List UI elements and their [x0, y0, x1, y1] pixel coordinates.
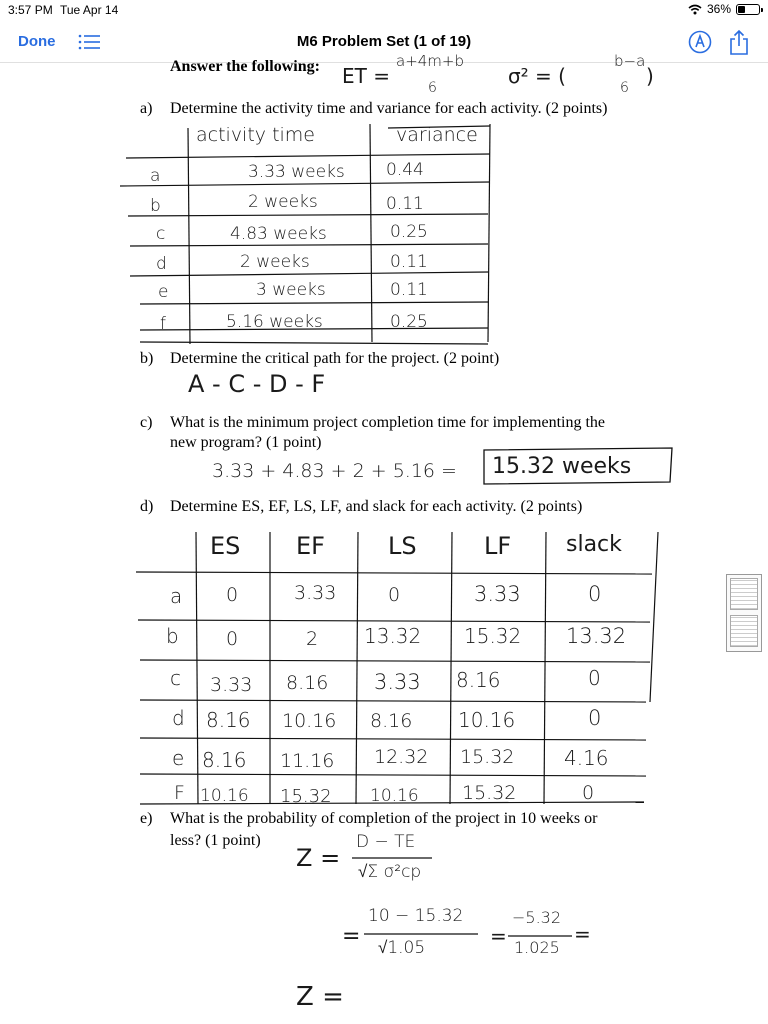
table-d-cell-ef: 10.16	[282, 710, 337, 732]
formula-sigma-denominator: 6	[620, 80, 629, 96]
question-d-label: d)	[140, 498, 154, 515]
battery-percent: 36%	[706, 2, 731, 16]
table-d-header-ef: EF	[296, 532, 325, 560]
z-equals: =	[574, 922, 591, 946]
question-b-label: b)	[140, 350, 154, 367]
page-thumbnail[interactable]	[730, 578, 758, 610]
table-d-cell-lf: 8.16	[456, 668, 501, 692]
question-d-text: Determine ES, EF, LS, LF, and slack for each activity. (2 points)	[170, 498, 583, 515]
page-thumbnail-strip[interactable]	[726, 574, 762, 652]
z-step2-rhs-denominator: 1.025	[514, 938, 560, 957]
table-d-cell-ef: 8.16	[286, 672, 329, 694]
table-a-header-time: activity time	[196, 124, 316, 146]
table-a-row-time: 4.83 weeks	[230, 224, 327, 244]
question-a-text: Determine the activity time and variance for each activity. (2 points)	[170, 100, 608, 117]
table-d-cell-lf: 3.33	[474, 582, 521, 606]
formula-et-numerator: a+4m+b	[396, 52, 465, 70]
table-d-cell-ls: 12.32	[374, 746, 429, 768]
table-a-row-variance: 0.11	[386, 194, 424, 214]
table-a-row-label: c	[156, 224, 166, 244]
table-d-cell-lf: 10.16	[458, 708, 516, 732]
table-a-row-time: 5.16 weeks	[226, 312, 323, 332]
table-d-header-es: ES	[210, 532, 241, 560]
table-a-row-label: d	[156, 254, 167, 274]
table-a-row-variance: 0.44	[386, 160, 424, 180]
table-a-row-label: b	[150, 196, 161, 216]
table-a-row-label: e	[158, 282, 169, 302]
battery-icon	[736, 4, 760, 15]
table-a-row-variance: 0.25	[390, 312, 428, 332]
z-equals: =	[342, 924, 361, 949]
table-a-row-time: 3.33 weeks	[248, 162, 345, 182]
formula-close: )	[646, 64, 654, 88]
table-d-cell-slack: 4.16	[564, 746, 609, 770]
z-formula-lhs: Z =	[296, 844, 341, 872]
z-equals: =	[490, 924, 507, 948]
status-bar	[0, 0, 768, 20]
share-icon[interactable]	[728, 29, 750, 55]
page-thumbnail[interactable]	[730, 615, 758, 647]
table-a-header-variance: variance	[396, 124, 478, 146]
table-d-cell-ls: 13.32	[364, 624, 422, 648]
status-date: Tue Apr 14	[60, 3, 119, 17]
table-d-cell-es: 3.33	[210, 674, 253, 696]
table-d-cell-slack: 0	[588, 582, 602, 606]
table-a-row-variance: 0.11	[390, 280, 428, 300]
instruction-text: Answer the following:	[170, 58, 320, 75]
question-c-label: c)	[140, 414, 153, 431]
formula-sigma-numerator: b−a	[614, 52, 646, 70]
table-d-row-label: d	[172, 706, 185, 730]
table-a-row-time: 3 weeks	[256, 280, 326, 300]
table-d-cell-ef: 3.33	[294, 582, 337, 604]
table-d-cell-slack: 0	[582, 782, 595, 804]
completion-time-answer: 15.32 weeks	[492, 454, 632, 479]
z-formula-denominator: √Σ σ²cp	[358, 862, 422, 882]
status-time: 3:57 PM	[8, 3, 53, 17]
table-d-row-label: e	[172, 746, 185, 770]
status-indicators	[688, 2, 760, 16]
table-d-cell-ef: 11.16	[280, 750, 335, 772]
table-d-cell-slack: 13.32	[566, 624, 627, 648]
table-d-cell-ef: 2	[306, 628, 319, 650]
document-page[interactable]	[0, 52, 768, 1024]
battery-fill	[738, 6, 745, 13]
table-d-cell-es: 10.16	[200, 786, 249, 806]
z-formula-numerator: D − TE	[356, 832, 416, 852]
question-e-text-1: What is the probability of completion of the project in 10 weeks or	[170, 810, 598, 827]
table-d-cell-slack: 0	[588, 666, 601, 690]
formula-et-denominator: 6	[428, 80, 437, 96]
done-button[interactable]: Done	[18, 33, 56, 50]
nav-bar	[0, 22, 768, 63]
table-d-cell-lf: 15.32	[464, 624, 522, 648]
question-e-text-2: less? (1 point)	[170, 832, 261, 849]
table-d-row-label: b	[166, 624, 179, 648]
table-d-cell-slack: 0	[588, 706, 602, 730]
table-d-cell-es: 8.16	[202, 748, 247, 772]
table-d-cell-lf: 15.32	[462, 782, 517, 804]
z-step2-rhs-numerator: −5.32	[512, 908, 562, 927]
table-a-row-label: a	[150, 166, 161, 186]
table-d-cell-ls: 8.16	[370, 710, 413, 732]
table-a-row-label: f	[160, 314, 166, 334]
table-a-row-time: 2 weeks	[248, 192, 318, 212]
formula-et: ET =	[342, 64, 390, 88]
z-final: Z =	[296, 982, 344, 1012]
table-d-cell-es: 0	[226, 628, 239, 650]
table-d-cell-ef: 15.32	[280, 786, 332, 807]
table-d-header-slack: slack	[566, 532, 622, 557]
wifi-icon	[688, 4, 702, 15]
table-d-header-lf: LF	[484, 532, 512, 560]
table-d-cell-es: 0	[226, 584, 239, 606]
z-step2-denominator: √1.05	[378, 938, 426, 958]
table-d-row-label: F	[174, 782, 185, 804]
table-a-row-variance: 0.25	[390, 222, 428, 242]
table-d-cell-ls: 10.16	[370, 786, 419, 806]
table-d-cell-es: 8.16	[206, 708, 251, 732]
table-d-row-label: c	[170, 666, 181, 690]
question-b-text: Determine the critical path for the project. (2 point)	[170, 350, 500, 367]
z-step2-numerator: 10 − 15.32	[368, 906, 464, 926]
table-a-row-variance: 0.11	[390, 252, 428, 272]
markup-icon[interactable]	[688, 30, 712, 54]
question-c-text-2: new program? (1 point)	[170, 434, 322, 451]
table-d-row-label: a	[170, 584, 183, 608]
table-d-cell-ls: 3.33	[374, 670, 421, 694]
page-title: M6 Problem Set (1 of 19)	[296, 33, 472, 50]
table-d-header-ls: LS	[388, 532, 417, 560]
table-d-cell-ls: 0	[388, 584, 401, 606]
completion-time-work: 3.33 + 4.83 + 2 + 5.16 =	[212, 460, 457, 482]
question-e-label: e)	[140, 810, 153, 827]
critical-path-answer: A - C - D - F	[188, 370, 326, 398]
question-c-text-1: What is the minimum project completion time for implementing the	[170, 414, 606, 431]
table-a-row-time: 2 weeks	[240, 252, 310, 272]
table-d-cell-lf: 15.32	[460, 746, 515, 768]
formula-sigma: σ² = (	[508, 64, 566, 88]
question-a-label: a)	[140, 100, 153, 117]
